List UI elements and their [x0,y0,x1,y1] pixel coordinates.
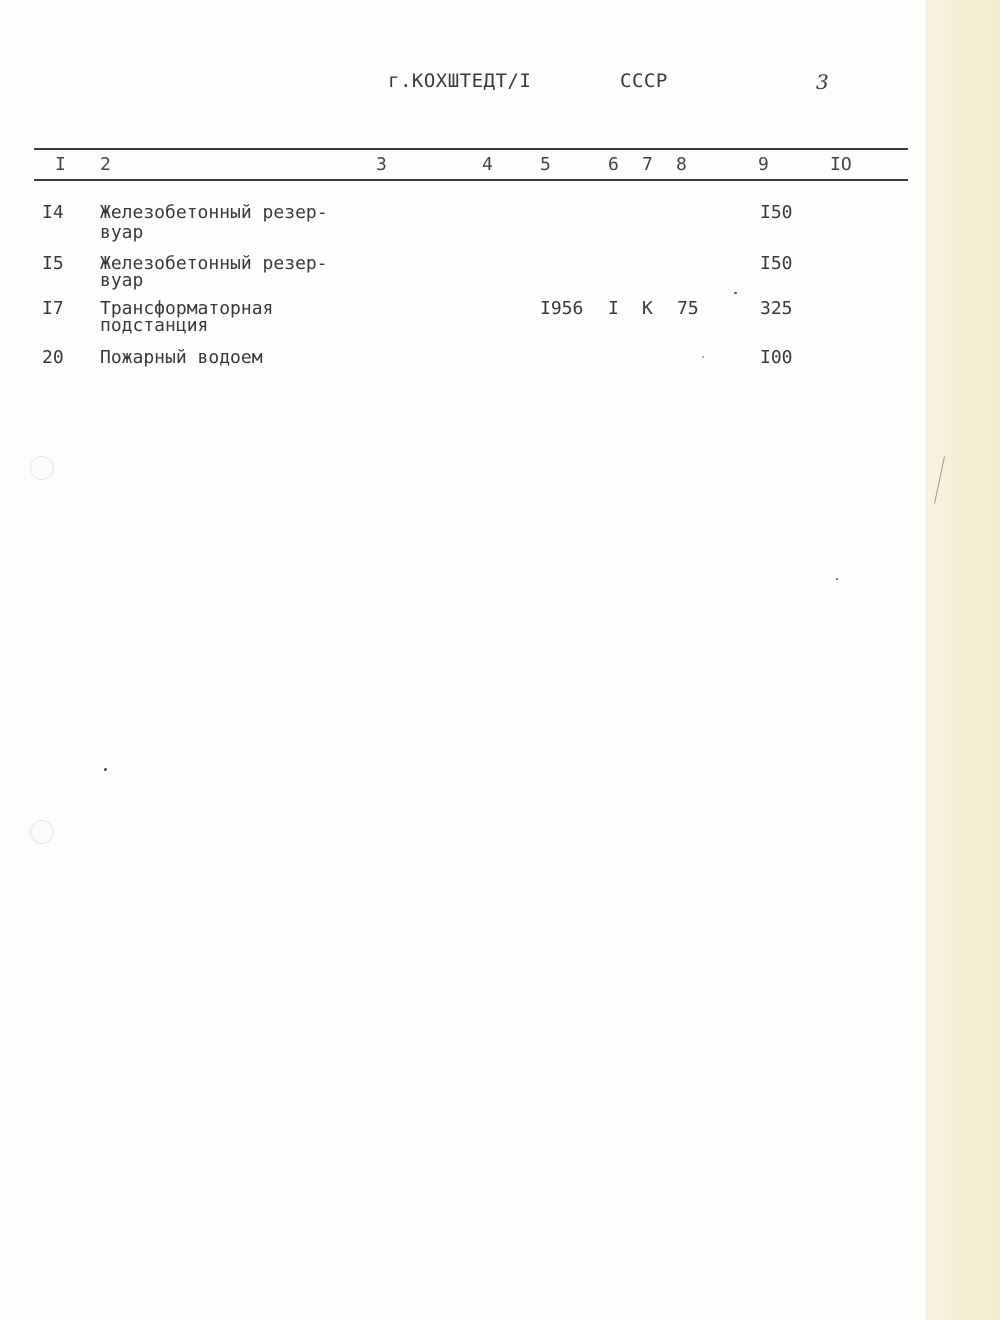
table-header-rule [34,179,908,181]
page-number: 3 [816,70,830,94]
row-name-continued: подстанция [100,315,209,336]
column-header-3: 3 [376,154,387,175]
document-header [0,70,1000,100]
row-capacity: I50 [760,202,793,223]
row-name: Пожарный водоем [100,347,263,368]
paper-speck [734,292,737,294]
row-number: I5 [42,253,64,274]
header-country: СССР [620,70,668,92]
row-capacity: I00 [760,347,793,368]
row-grade: I [608,298,619,319]
column-header-8: 8 [676,154,687,175]
column-header-10: IO [830,154,852,175]
row-name: Трансформаторная [100,298,274,319]
row-name-continued: вуар [100,270,144,291]
column-header-7: 7 [642,154,653,175]
column-header-6: 6 [608,154,619,175]
column-header-1: I [55,154,66,175]
row-name: Железобетонный резер- [100,202,328,223]
row-material: К [642,298,653,319]
paper-speck [836,578,838,580]
row-year: I956 [540,298,584,319]
column-header-2: 2 [100,154,111,175]
row-number: I7 [42,298,64,319]
paper-edge [928,0,1000,1320]
row-number: I4 [42,202,64,223]
paper-speck [104,768,107,771]
column-header-5: 5 [540,154,551,175]
row-capacity: 325 [760,298,793,319]
row-capacity: I50 [760,253,793,274]
column-header-4: 4 [482,154,493,175]
row-name: Железобетонный резер- [100,253,328,274]
table-top-rule [34,148,908,150]
punch-hole-mark [30,820,54,844]
row-name-continued: вуар [100,222,144,243]
header-city: г.КОХШТЕДТ/I [388,70,532,92]
column-header-9: 9 [758,154,769,175]
row-number: 20 [42,347,64,368]
row-value-8: 75 [677,298,699,319]
punch-hole-mark [30,456,54,480]
paper-speck [702,356,704,358]
